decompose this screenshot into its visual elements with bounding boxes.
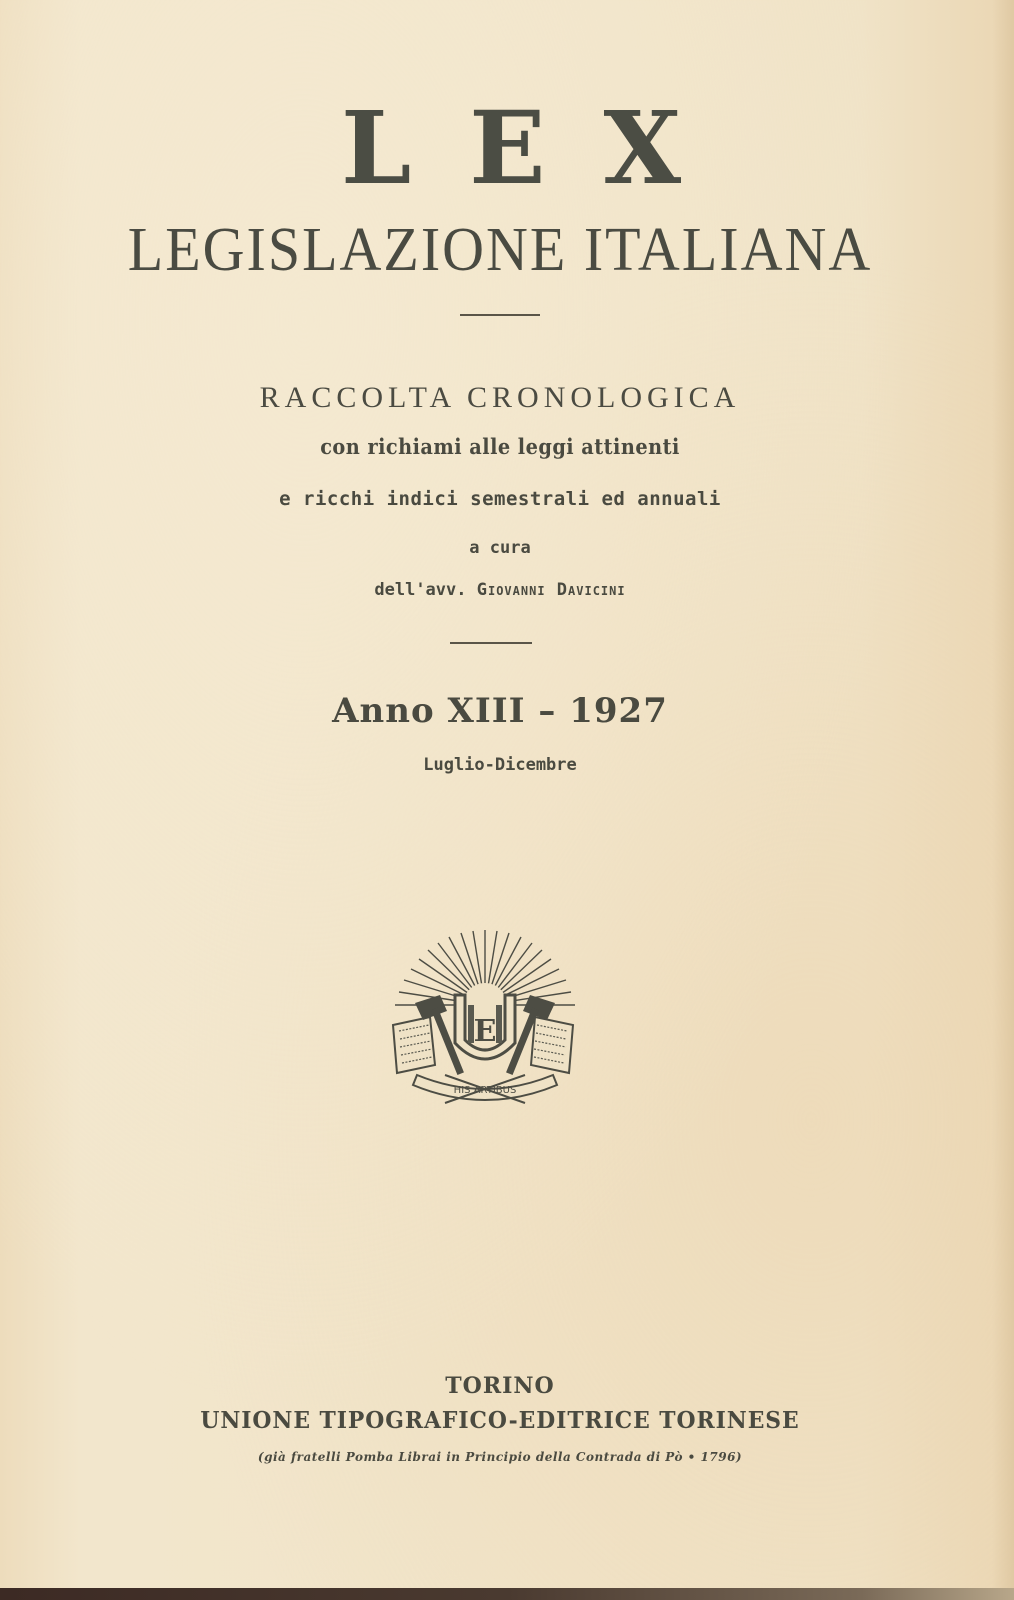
page-edge-shadow [992,0,1014,1588]
svg-text:HIS ARTIBUS: HIS ARTIBUS [453,1085,517,1096]
editor-name: Giovanni Davicini [476,580,626,600]
editor-credit [0,582,1000,599]
divider-rule [450,642,532,644]
svg-text:E: E [473,1014,497,1049]
book-cover-edge [0,1588,1014,1600]
volume-year: Anno XIII – 1927 [332,691,668,731]
main-title: LEX [340,89,740,207]
imprint-publisher: UNIONE TIPOGRAFICO-EDITRICE TORINESE [200,1407,800,1434]
publisher-emblem-icon [385,925,585,1110]
description-line-1: con richiami alle leggi attinenti [320,434,680,459]
editor-title: dell'avv. [374,580,467,600]
description-line-2: e ricchi indici semestrali ed annuali [279,488,721,510]
collection-heading: RACCOLTA CRONOLOGICA [259,381,741,414]
editor-prefix: a cura [469,538,531,558]
imprint-city: TORINO [445,1373,555,1399]
period: Luglio-Dicembre [423,755,577,775]
imprint-note: (già fratelli Pomba Librai in Principio della Contrada di Pò • 1796) [257,1450,743,1464]
divider-rule [460,314,540,316]
subtitle: LEGISLAZIONE ITALIANA [127,213,873,284]
